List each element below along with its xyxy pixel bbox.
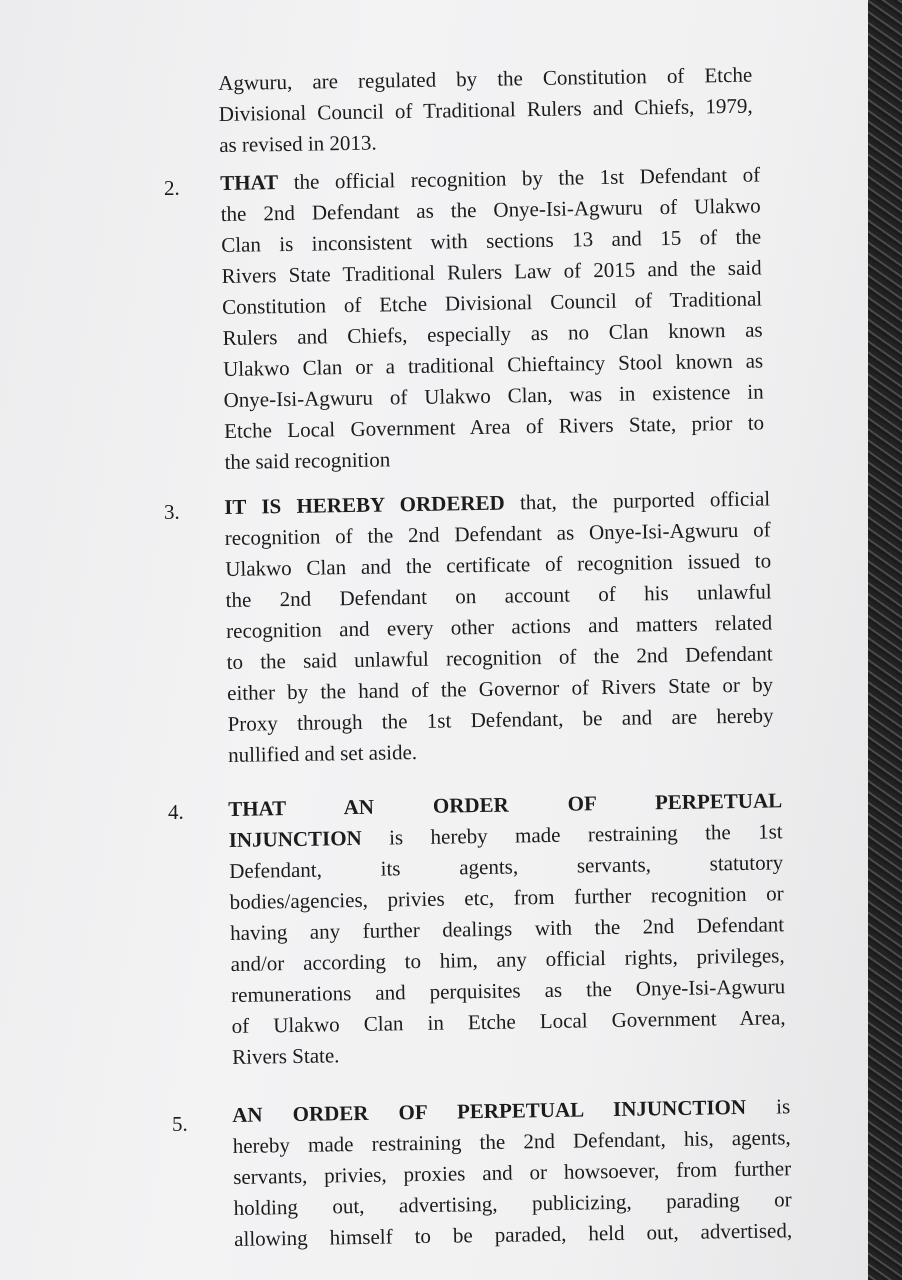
- lead-text: THAT: [220, 170, 279, 195]
- text-line: Constitution of Etche Divisional Council of Traditional: [221, 286, 763, 319]
- text-line: the 2nd Defendant as the Onye-Isi-Agwuru of Ulakwo: [220, 193, 761, 226]
- text-line: Rulers and Chiefs, especially as no Clan known as: [222, 317, 763, 350]
- order-paragraph-5: [232, 1091, 792, 1255]
- lead-text: THAT AN ORDER OF PERPETUAL: [228, 788, 783, 821]
- text-line: allowing himself to be paraded, held out, advertised,: [233, 1218, 793, 1251]
- text-line: Ulakwo Clan or a traditional Chieftaincy Stool known as: [222, 348, 764, 381]
- text-line: that, the purported official: [504, 486, 771, 515]
- text-line: nullified and set aside.: [227, 740, 418, 767]
- text-line: and/or according to him, any official rights, privileges,: [230, 943, 785, 976]
- lead-text: INJUNCTION: [228, 825, 362, 852]
- text-line: of Ulakwo Clan in Etche Local Government Area,: [231, 1005, 786, 1038]
- text-line: bodies/agencies, privies etc, from further recognition or: [229, 881, 784, 914]
- text-line: recognition of the 2nd Defendant as Onye-Isi-Agwuru of: [224, 517, 771, 550]
- lead-text: AN ORDER OF PERPETUAL INJUNCTION: [232, 1094, 747, 1127]
- text-line: Clan is inconsistent with sections 13 and 15 of the: [221, 224, 762, 257]
- text-line: Etche Local Government Area of Rivers State, prior to: [223, 410, 765, 443]
- text-line: Proxy through the 1st Defendant, be and are hereby: [227, 703, 774, 736]
- text-line: the said recognition: [224, 447, 391, 474]
- background-surface: [868, 0, 902, 1280]
- text-line: Rivers State Traditional Rulers Law of 2015 and the said: [221, 255, 762, 288]
- order-paragraph-4: [228, 785, 786, 1073]
- text-line: hereby made restraining the 2nd Defendant, his, agents,: [232, 1125, 791, 1158]
- text-line: is hereby made restraining the 1st: [361, 819, 783, 850]
- text-line: either by the hand of the Governor of Rivers State or by: [226, 672, 774, 705]
- intro-paragraph: [218, 60, 753, 161]
- text-line: having any further dealings with the 2nd Defendant: [229, 912, 785, 945]
- text-line: Rivers State.: [231, 1043, 340, 1069]
- text-line: Divisional Council of Traditional Rulers and Chiefs, 1979,: [218, 93, 753, 126]
- text-line: holding out, advertising, publicizing, parading or: [233, 1187, 792, 1220]
- text-line: to the said unlawful recognition of the 2nd Defendant: [226, 641, 773, 674]
- text-line: recognition and every other actions and matters related: [225, 610, 773, 643]
- text-line: Onye-Isi-Agwuru of Ulakwo Clan, was in existence in: [223, 379, 764, 412]
- order-paragraph-2: [220, 160, 765, 478]
- text-line: as revised in 2013.: [219, 130, 377, 157]
- text-line: servants, privies, proxies and or howsoever, from further: [233, 1156, 792, 1189]
- text-line: Ulakwo Clan and the certificate of recognition issued to: [225, 548, 772, 581]
- item-number: 2.: [164, 176, 180, 200]
- text-line: the 2nd Defendant on account of his unlawful: [225, 579, 772, 612]
- text-line: the official recognition by the 1st Defendant of: [278, 162, 761, 195]
- text-line: Defendant, its agents, servants, statutory: [229, 850, 784, 883]
- item-number: 4.: [168, 800, 184, 824]
- order-paragraph-3: [224, 483, 774, 771]
- item-number: 3.: [164, 500, 180, 524]
- text-line: Agwuru, are regulated by the Constitution of Etche: [218, 62, 753, 95]
- item-number: 5.: [172, 1112, 188, 1136]
- lead-text: IT IS HEREBY ORDERED: [224, 490, 505, 519]
- text-line: remunerations and perquisites as the Onye-Isi-Agwuru: [230, 974, 786, 1007]
- text-line: is: [745, 1094, 791, 1119]
